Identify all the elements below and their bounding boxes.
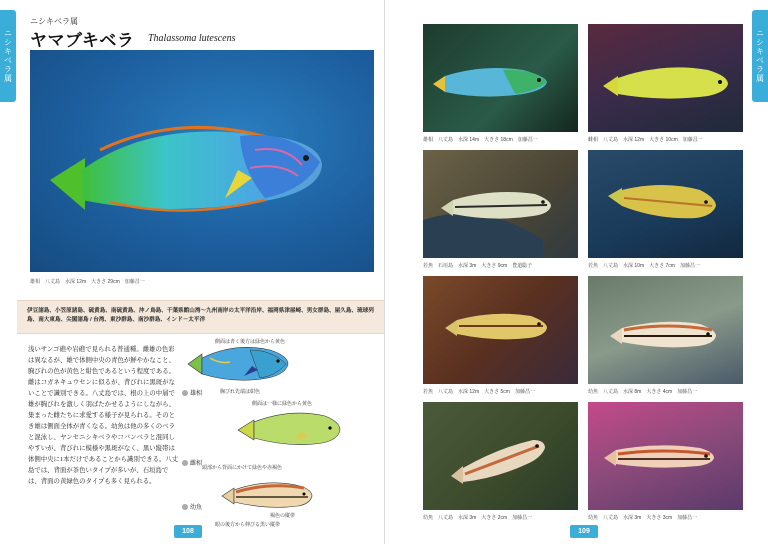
species-title: ヤマブキベラ (30, 31, 135, 50)
main-fish-photo (30, 50, 374, 272)
fish-photo-juvenile-2 (423, 402, 578, 510)
genus-label: ニシキベラ属 (30, 17, 78, 26)
distribution-band: 伊豆諸島、小笠原諸島、硫黄島、南硫黄島、沖ノ鳥島、千葉県館山湾～九州南岸の太平洋沿岸、福岡県津屋崎、男女群島、屋久島、琉球列島、南大東島、尖閣諸島 / 台湾、東沙群島、南沙群島、インド－太平洋 (17, 300, 384, 334)
fish-drawings (180, 336, 380, 531)
thumbnail-4-caption: 若魚 八丈島 水深 10m 大きさ 7cm 加藤昌一 (588, 263, 700, 269)
fish-photo-young-1 (423, 150, 578, 258)
thumbnail-7[interactable] (423, 402, 578, 510)
page-number-left: 108 (174, 525, 202, 538)
fish-photo-juvenile-3 (588, 402, 743, 510)
chapter-tab-right[interactable]: ニシキベラ属 (752, 10, 768, 102)
thumbnail-1[interactable] (423, 24, 578, 132)
pectoral-note: 胸びれ先端は紺色 (220, 389, 261, 395)
female-tag-label: 雌相 (190, 461, 203, 467)
male-tag-label: 雄相 (190, 391, 203, 397)
thumbnail-8[interactable] (588, 402, 743, 510)
thumbnail-5[interactable] (423, 276, 578, 384)
fish-photo-female-1 (588, 24, 743, 132)
male-color-note: 側面は青く後方は緑色から黄色 (215, 339, 286, 345)
fish-photo-young-2 (588, 150, 743, 258)
thumbnail-8-caption: 幼魚 八丈島 水深 3m 大きさ 3cm 加藤昌一 (588, 515, 698, 521)
bullet-icon (182, 390, 188, 396)
thumbnail-7-caption: 幼魚 八丈島 水深 3m 大きさ 2cm 加藤昌一 (423, 515, 533, 521)
juvenile-stripe-note: 眼の後方から伸びる黒い縦帯 (215, 522, 281, 528)
juvenile-tag (182, 502, 202, 511)
juvenile-back-note: 頭部から背面にかけて緑色や赤褐色 (202, 465, 283, 471)
thumbnail-2-caption: 雌相 八丈島 水深 12m 大きさ 10cm 加藤昌一 (588, 137, 703, 143)
scientific-name: Thalassoma lutescens (148, 33, 236, 44)
fish-photo-juvenile-1 (588, 276, 743, 384)
thumbnail-6[interactable] (588, 276, 743, 384)
thumbnail-2[interactable] (588, 24, 743, 132)
thumbnail-4[interactable] (588, 150, 743, 258)
main-photo-caption: 雄相 八丈島 水深 12m 大きさ 29cm 加藤昌一 (30, 279, 145, 285)
description-text: 浅いサンゴ礁や岩礁で見られる普通種。雌雄の色彩は異なるが、雄で体側中央の青色が鮮やかなこと、胸びれの色が黄色と紺色であるという程度である。雌はコガネキュウセンに似るが、背びれに黒斑がないことで識別できる。八丈島では、根の上の中層で雄が胸びれを激しく羽ばたかせるようにしながら、集まった雌たちに求愛する様子が見られる。そのとき雄は側面全体が青くなる。幼魚は他の多くのベラと混泳し、ヤンセニシキベラやコバンベラと混同しやすいが、背びれに模様や黒斑がなく、黒い縦帯は体側中央に1本だけであることから識別できる。八丈島では、背面が茶色いタイプが多いが、石垣島では、背面の黄緑色のタイプも多く見られる。 (28, 346, 179, 485)
male-tag (182, 388, 202, 397)
identification-illustrations (180, 336, 380, 531)
female-tag (182, 458, 202, 467)
juvenile-tag-label: 幼魚 (190, 505, 203, 511)
female-color-note: 側面は一様に緑色から黄色 (252, 401, 313, 407)
juvenile-band-note: 褐色の縦帯 (270, 513, 296, 519)
male-wrasse-photo (30, 50, 374, 272)
fish-photo-young-3 (423, 276, 578, 384)
thumbnail-3-caption: 若魚 石垣島 水深 3m 大きさ 9cm 豊道聡子 (423, 263, 533, 269)
thumbnail-1-caption: 雄相 八丈島 水深 14m 大きさ 18cm 加藤昌一 (423, 137, 538, 143)
gutter (384, 0, 385, 544)
page-number-right: 109 (570, 525, 598, 538)
bullet-icon (182, 504, 188, 510)
male-illustration (188, 347, 288, 380)
thumbnail-3[interactable] (423, 150, 578, 258)
chapter-tab-left[interactable]: ニシキベラ属 (0, 10, 16, 102)
thumbnail-6-caption: 幼魚 八丈島 水深 8m 大きさ 4cm 加藤昌一 (588, 389, 698, 395)
female-illustration (238, 413, 340, 445)
bullet-icon (182, 460, 188, 466)
juvenile-illustration (222, 483, 312, 508)
thumbnail-5-caption: 若魚 八丈島 水深 12m 大きさ 5cm 加藤昌一 (423, 389, 535, 395)
fish-photo-male-1 (423, 24, 578, 132)
